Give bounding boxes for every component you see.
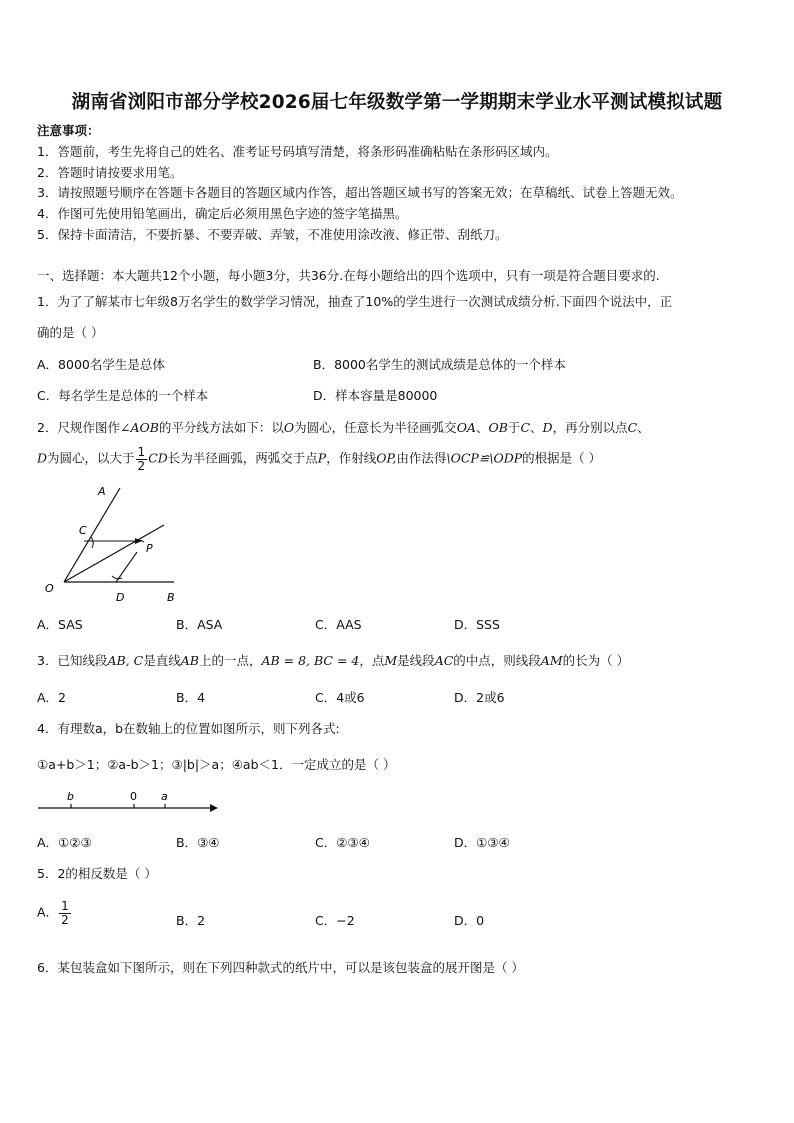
label-o: O [45, 582, 54, 595]
q2-text: 由作法得 [396, 450, 447, 466]
q3-math: AB, [107, 653, 130, 668]
q5-option-a [37, 900, 72, 926]
q4-option-b: B．③④ [176, 835, 220, 850]
q2-text: 的平分线方法如下：以 [158, 420, 284, 435]
q2-math: \OCP≌\ODP [446, 450, 523, 466]
q5-option-b: B．2 [176, 913, 206, 928]
notice-item: 4．作图可先使用铅笔画出，确定后必须用黑色字迹的签字笔描黑。 [37, 206, 408, 221]
arc-mark [91, 537, 93, 548]
q3-text: 3．已知线段 [37, 653, 108, 668]
q2-math: OP, [376, 450, 397, 466]
q1-option-d: D．样本容量是80000 [313, 388, 438, 403]
axis-label-b: b [67, 790, 74, 803]
q4-option-a: A．①②③ [37, 835, 92, 850]
question-5: 5．2的相反数是（ ） [37, 866, 157, 881]
question-3 [37, 651, 629, 669]
axis-label-zero: 0 [130, 790, 137, 803]
q3-option-b: B．4 [176, 690, 206, 705]
question-4: 4．有理数a，b在数轴上的位置如图所示，则下列各式: [37, 721, 340, 736]
q2-option-d: D．SSS [454, 617, 500, 632]
q2-math: ∠AOB [119, 420, 159, 435]
q3-option-d: D．2或6 [454, 690, 505, 705]
q2-text: 为圆心，任意长为半径画弧交 [294, 420, 457, 435]
fraction-numerator: 1 [61, 899, 69, 913]
q2-math: D [542, 420, 553, 435]
fraction [136, 446, 148, 472]
q2-text: 于 [507, 420, 521, 435]
q5-option-a-prefix: A． [37, 904, 59, 920]
notice-item: 5．保持卡面清洁，不要折暴、不要弄破、弄皱，不准使用涂改液、修正带、刮纸刀。 [37, 227, 508, 242]
q2-math: OB [488, 420, 508, 435]
q3-math: AM [540, 653, 563, 668]
q2-math: P [317, 450, 327, 466]
q2-text: ，作射线 [326, 450, 377, 466]
q2-option-c: C．AAS [315, 617, 362, 632]
question-2 [37, 418, 650, 436]
q3-math: M [384, 653, 398, 668]
question-1: 1．为了了解某市七年级8万名学生的数学学习情况，抽查了10%的学生进行一次测试成绩分析.下面四个说法中，正 [37, 294, 673, 309]
question-2-cont [37, 446, 601, 472]
q2-math: C [520, 420, 531, 435]
label-a: A [98, 485, 106, 498]
question-1-cont: 确的是（ ） [37, 325, 104, 340]
section-heading: 一、选择题：本大题共12个小题，每小题3分，共36分.在每小题给出的四个选项中，只有一项是符合题目要求的. [37, 268, 660, 283]
number-line [36, 786, 222, 816]
q5-option-c: C．−2 [315, 913, 355, 928]
q2-text: 、 [637, 420, 650, 435]
q2-math: C [627, 420, 638, 435]
q2-text: 、 [475, 420, 489, 435]
q3-math: AC [434, 653, 454, 668]
label-d: D [116, 591, 125, 604]
label-c: C [79, 524, 87, 537]
q2-text: ，再分别以点 [552, 420, 628, 435]
notice-item: 2．答题时请按要求用笔。 [37, 165, 183, 180]
q2-text: 为圆心，以大于 [47, 450, 135, 466]
q3-math: C [133, 653, 144, 668]
q4-option-c: C．②③④ [315, 835, 370, 850]
q3-option-a: A．2 [37, 690, 67, 705]
q2-text: 2．尺规作图作 [37, 420, 120, 435]
notice-item: 3．请按照题号顺序在答题卡各题目的答题区域内作答，超出答题区域书写的答案无效；在草稿纸、试卷上答题无效。 [37, 185, 683, 200]
q3-text: 的长为（ ） [562, 653, 630, 668]
q2-text: 、 [530, 420, 543, 435]
q3-text: ，点 [359, 653, 385, 668]
fraction-denominator: 2 [137, 458, 146, 473]
notice-heading: 注意事项： [37, 123, 100, 138]
label-p: P [146, 542, 153, 555]
fraction-denominator: 2 [61, 912, 69, 927]
q1-option-b: B．8000名学生的测试成绩是总体的一个样本 [313, 357, 566, 372]
question-6: 6．某包装盒如下图所示，则在下列四种款式的纸片中，可以是该包装盒的展开图是（ ） [37, 960, 524, 975]
q3-text: 是直线 [143, 653, 181, 668]
q3-text: 上的一点， [198, 653, 262, 668]
q2-option-b: B．ASA [176, 617, 223, 632]
q3-text: 的中点，则线段 [453, 653, 541, 668]
ray-oa [64, 488, 120, 582]
q2-math: O [283, 420, 295, 435]
q2-option-a: A．SAS [37, 617, 83, 632]
q2-math: CD [148, 450, 168, 466]
q3-option-c: C．4或6 [315, 690, 365, 705]
q3-math: AB = 8, BC = 4 [261, 653, 360, 668]
angle-bisector-figure [36, 480, 186, 605]
q1-option-c: C．每名学生是总体的一个样本 [37, 388, 209, 403]
segment-dp [116, 552, 137, 582]
q2-math: D [37, 450, 48, 466]
page-title: 湖南省浏阳市部分学校2026届七年级数学第一学期期末学业水平测试模拟试题 [71, 92, 723, 113]
label-b: B [167, 591, 175, 604]
q3-math: AB [180, 653, 199, 668]
q2-text: 的根据是（ ） [522, 450, 602, 466]
question-4-conditions: ①a+b＞1；②a-b＞1；③|b|＞a；④ab＜1．一定成立的是（ ） [37, 757, 396, 772]
q2-math: OA [456, 420, 476, 435]
q5-option-d: D．0 [454, 913, 485, 928]
number-line-arrow [210, 804, 218, 812]
notice-item: 1．答题前，考生先将自己的姓名、准考证号码填写清楚，将条形码准确粘贴在条形码区域内。 [37, 144, 558, 159]
q2-text: 长为半径画弧，两弧交于点 [167, 450, 318, 466]
q4-option-d: D．①③④ [454, 835, 510, 850]
axis-label-a: a [161, 790, 168, 803]
q3-text: 是线段 [397, 653, 435, 668]
fraction [59, 900, 71, 926]
fraction-numerator: 1 [137, 445, 146, 459]
q1-option-a: A．8000名学生是总体 [37, 357, 165, 372]
